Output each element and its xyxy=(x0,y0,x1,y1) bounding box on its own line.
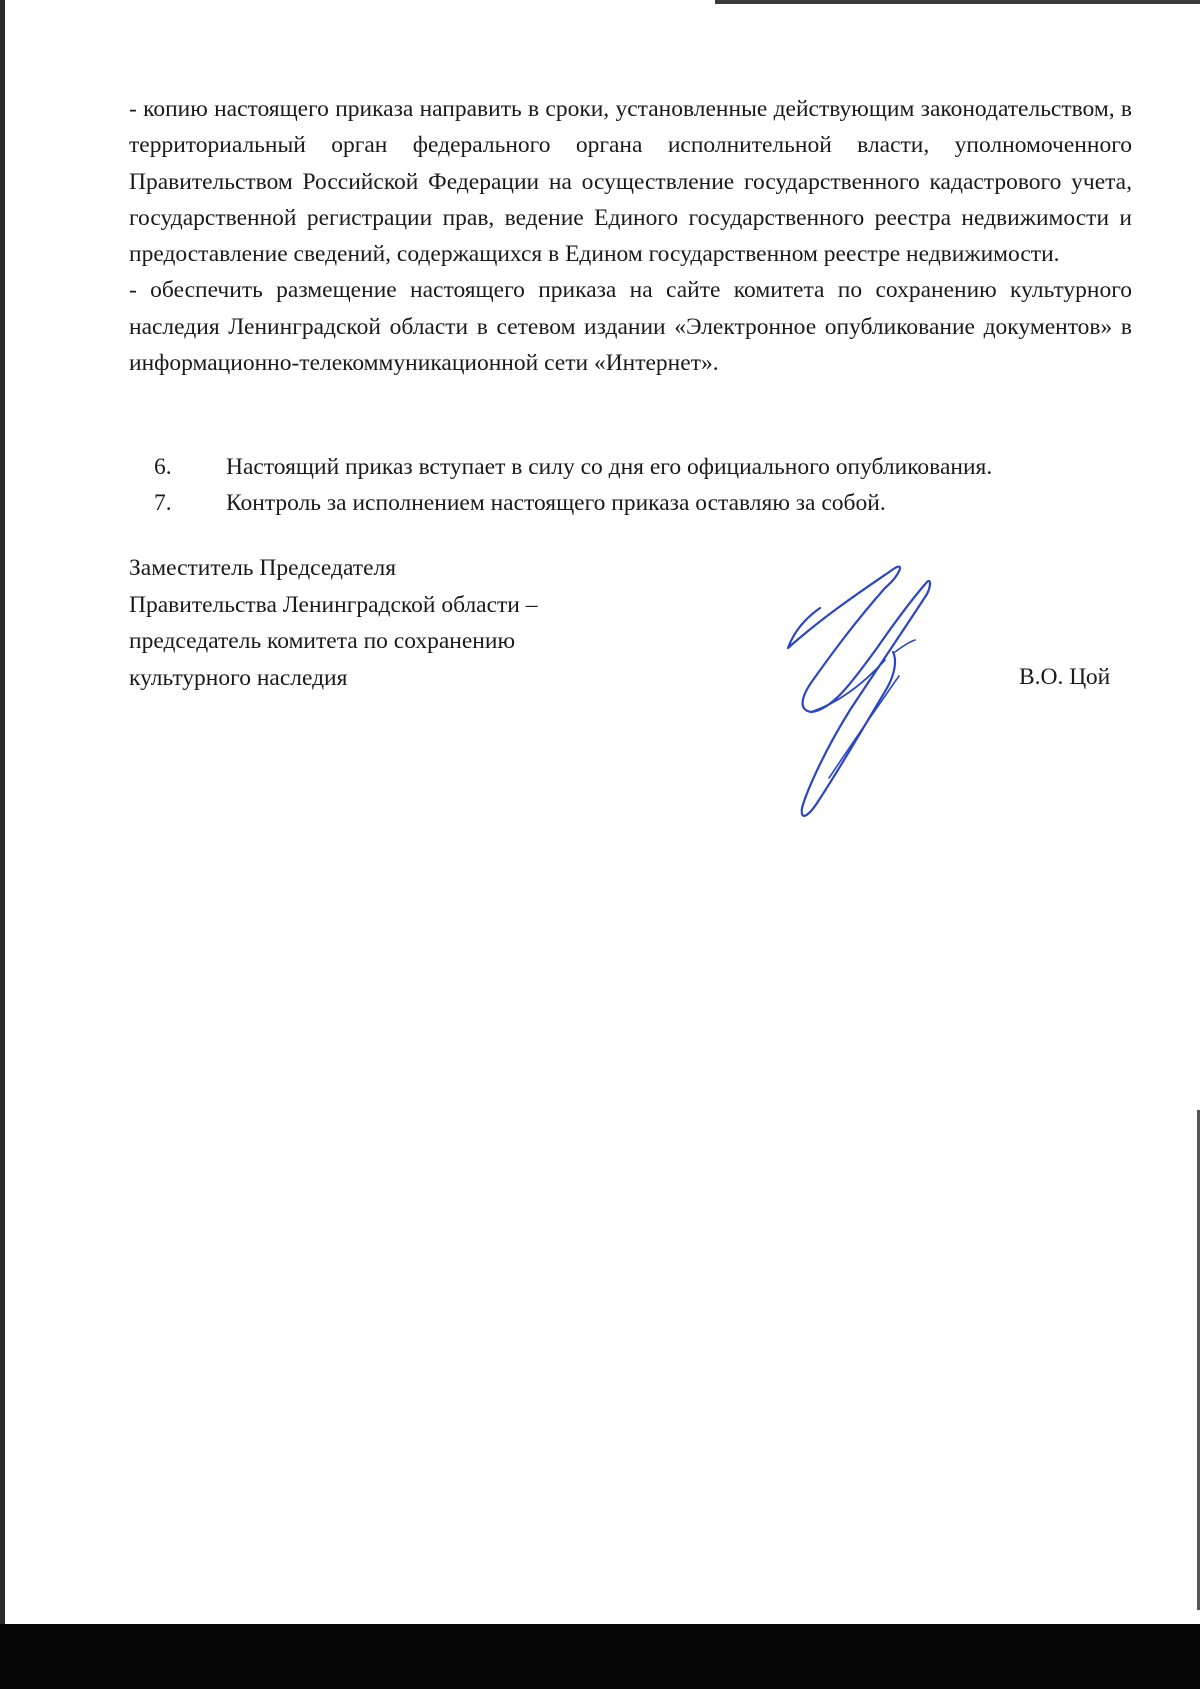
document-body xyxy=(129,91,1132,381)
signer-title-line: Правительства Ленинградской области – xyxy=(129,591,538,618)
item-text: Настоящий приказ вступает в силу со дня его официального опубликования. xyxy=(226,454,993,480)
scan-top-line xyxy=(715,0,1200,4)
scan-left-edge xyxy=(0,0,5,1689)
signer-title-line: председатель комитета по сохранению xyxy=(129,628,516,654)
paragraph-publish-order: - обеспечить размещение настоящего приказа на сайте комитета по сохранению культурного наследия Ленинградской области в сетевом издании «Электронное опубликование документов» в информационно-телекоммуникационной сети «Интернет». xyxy=(129,277,1132,377)
signer-title-line: Заместитель Председателя xyxy=(129,555,397,581)
paragraph-copy-order: - копию настоящего приказа направить в сроки, установленные действующим законодательством, в территориальный орган федерального органа исполнительной власти, уполномоченного Правительством Российской Федерации на осуществление государственного кадастрового учета, государственной регистрации прав, ведение Единого государственного реестра недвижимости и предоставление сведений, содержащихся в Едином государственном реестре недвижимости. xyxy=(129,96,1132,268)
signature-strokes xyxy=(788,567,930,816)
signature-stroke xyxy=(895,640,915,652)
list-item xyxy=(154,485,1144,521)
scan-bottom-band xyxy=(0,1624,1200,1689)
signer-name: В.О. Цой xyxy=(1019,664,1111,690)
signature-stroke xyxy=(788,567,930,816)
item-number: 6. xyxy=(154,454,172,480)
item-number: 7. xyxy=(154,490,172,516)
handwritten-signature xyxy=(745,560,1005,835)
signer-title xyxy=(129,550,538,696)
item-text: Контроль за исполнением настоящего приказа оставляю за собой. xyxy=(226,490,886,516)
list-item xyxy=(154,449,1144,485)
signer-title-line: культурного наследия xyxy=(129,664,348,691)
